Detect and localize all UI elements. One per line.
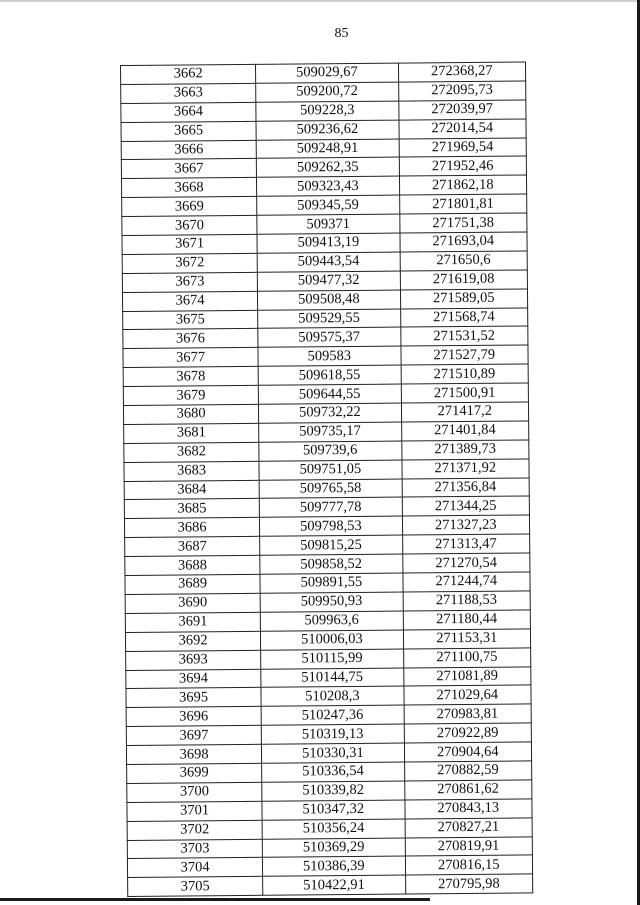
x-coordinate-cell: 510115,99 (261, 649, 404, 669)
point-number-cell: 3698 (126, 744, 261, 764)
x-coordinate-cell: 510339,82 (262, 781, 405, 801)
y-coordinate-cell: 271568,74 (400, 308, 528, 328)
x-coordinate-cell: 509345,59 (257, 195, 400, 215)
y-coordinate-cell: 271180,44 (403, 610, 531, 630)
point-number-cell: 3684 (124, 480, 259, 500)
y-coordinate-cell: 271650,6 (400, 251, 528, 271)
x-coordinate-cell: 509798,53 (260, 516, 403, 536)
y-coordinate-cell: 272368,27 (398, 62, 526, 82)
point-number-cell: 3667 (121, 159, 256, 179)
y-coordinate-cell: 270816,15 (405, 855, 533, 875)
point-number-cell: 3689 (125, 574, 260, 594)
x-coordinate-cell: 509739,6 (259, 441, 402, 461)
x-coordinate-cell: 509029,67 (256, 63, 399, 83)
x-coordinate-cell: 509529,55 (258, 309, 401, 329)
x-coordinate-cell: 509777,78 (259, 498, 402, 518)
point-number-cell: 3663 (121, 83, 256, 103)
x-coordinate-cell: 510006,03 (261, 630, 404, 650)
point-number-cell: 3686 (124, 518, 259, 538)
point-number-cell: 3666 (121, 140, 256, 160)
x-coordinate-cell: 509477,32 (257, 271, 400, 291)
y-coordinate-cell: 270922,89 (404, 723, 532, 743)
y-coordinate-cell: 271500,91 (401, 383, 529, 403)
point-number-cell: 3687 (125, 537, 260, 557)
point-number-cell: 3693 (126, 650, 261, 670)
y-coordinate-cell: 272014,54 (399, 119, 527, 139)
y-coordinate-cell: 271952,46 (399, 156, 527, 176)
x-coordinate-cell: 509248,91 (256, 139, 399, 159)
y-coordinate-cell: 271510,89 (401, 364, 529, 384)
x-coordinate-cell: 509618,55 (258, 365, 401, 385)
x-coordinate-cell: 510386,39 (263, 856, 406, 876)
x-coordinate-cell: 509413,19 (257, 233, 400, 253)
y-coordinate-cell: 271356,84 (402, 478, 530, 498)
x-coordinate-cell: 509228,3 (256, 101, 399, 121)
point-number-cell: 3682 (124, 442, 259, 462)
y-coordinate-cell: 271693,04 (399, 232, 527, 252)
y-coordinate-cell: 271862,18 (399, 175, 527, 195)
point-number-cell: 3683 (124, 461, 259, 481)
x-coordinate-cell: 509732,22 (259, 403, 402, 423)
point-number-cell: 3678 (123, 367, 258, 387)
point-number-cell: 3670 (122, 215, 257, 235)
x-coordinate-cell: 509891,55 (260, 573, 403, 593)
point-number-cell: 3673 (122, 272, 257, 292)
x-coordinate-cell: 510336,54 (262, 762, 405, 782)
y-coordinate-cell: 270983,81 (404, 704, 532, 724)
y-coordinate-cell: 271188,53 (403, 591, 531, 611)
point-number-cell: 3696 (126, 707, 261, 727)
x-coordinate-cell: 509200,72 (256, 82, 399, 102)
x-coordinate-cell: 509236,62 (256, 120, 399, 140)
x-coordinate-cell: 509858,52 (260, 554, 403, 574)
y-coordinate-cell: 270819,91 (405, 836, 533, 856)
y-coordinate-cell: 271619,08 (400, 270, 528, 290)
point-number-cell: 3680 (123, 404, 258, 424)
y-coordinate-cell: 271417,2 (401, 402, 529, 422)
x-coordinate-cell: 509323,43 (257, 176, 400, 196)
y-coordinate-cell: 271153,31 (403, 629, 531, 649)
x-coordinate-cell: 509751,05 (259, 460, 402, 480)
page-number: 85 (334, 26, 349, 41)
y-coordinate-cell: 270882,59 (404, 761, 532, 781)
x-coordinate-cell: 509644,55 (258, 384, 401, 404)
y-coordinate-cell: 271344,25 (402, 496, 530, 516)
y-coordinate-cell: 271327,23 (402, 515, 530, 535)
point-number-cell: 3699 (127, 763, 262, 783)
y-coordinate-cell: 271100,75 (403, 648, 531, 668)
point-number-cell: 3679 (123, 385, 258, 405)
point-number-cell: 3662 (121, 64, 256, 84)
point-number-cell: 3695 (126, 688, 261, 708)
x-coordinate-cell: 510208,3 (261, 686, 404, 706)
point-number-cell: 3692 (125, 631, 260, 651)
x-coordinate-cell: 510356,24 (262, 819, 405, 839)
y-coordinate-cell: 270827,21 (405, 818, 533, 838)
x-coordinate-cell: 509262,35 (256, 158, 399, 178)
scan-top-edge (0, 0, 640, 2)
y-coordinate-cell: 271401,84 (401, 421, 529, 441)
point-number-cell: 3690 (125, 593, 260, 613)
y-coordinate-cell: 270795,98 (405, 874, 533, 894)
point-number-cell: 3691 (125, 612, 260, 632)
coordinates-table-body (121, 62, 533, 897)
point-number-cell: 3704 (127, 858, 262, 878)
y-coordinate-cell: 271389,73 (401, 440, 529, 460)
y-coordinate-cell: 270861,62 (404, 780, 532, 800)
y-coordinate-cell: 270904,64 (404, 742, 532, 762)
x-coordinate-cell: 509815,25 (260, 535, 403, 555)
x-coordinate-cell: 510330,31 (262, 743, 405, 763)
y-coordinate-cell: 271029,64 (403, 685, 531, 705)
y-coordinate-cell: 271969,54 (399, 138, 527, 158)
point-number-cell: 3674 (122, 291, 257, 311)
point-number-cell: 3672 (122, 253, 257, 273)
x-coordinate-cell: 510247,36 (261, 705, 404, 725)
y-coordinate-cell: 271589,05 (400, 289, 528, 309)
point-number-cell: 3694 (126, 669, 261, 689)
y-coordinate-cell: 271244,74 (402, 572, 530, 592)
point-number-cell: 3685 (124, 499, 259, 519)
x-coordinate-cell: 509735,17 (259, 422, 402, 442)
x-coordinate-cell: 509371 (257, 214, 400, 234)
y-coordinate-cell: 271531,52 (400, 326, 528, 346)
point-number-cell: 3665 (121, 121, 256, 141)
x-coordinate-cell: 509765,58 (259, 479, 402, 499)
x-coordinate-cell: 510319,13 (261, 724, 404, 744)
point-number-cell: 3702 (127, 820, 262, 840)
x-coordinate-cell: 510422,91 (263, 875, 406, 895)
x-coordinate-cell: 509950,93 (260, 592, 403, 612)
x-coordinate-cell: 510347,32 (262, 800, 405, 820)
coordinates-table (120, 61, 533, 897)
x-coordinate-cell: 509963,6 (260, 611, 403, 631)
point-number-cell: 3668 (121, 178, 256, 198)
point-number-cell: 3701 (127, 801, 262, 821)
point-number-cell: 3703 (127, 839, 262, 859)
y-coordinate-cell: 271751,38 (399, 213, 527, 233)
y-coordinate-cell: 271801,81 (399, 194, 527, 214)
point-number-cell: 3675 (123, 310, 258, 330)
x-coordinate-cell: 509575,37 (258, 328, 401, 348)
table-row (128, 874, 533, 896)
point-number-cell: 3688 (125, 555, 260, 575)
x-coordinate-cell: 509508,48 (258, 290, 401, 310)
point-number-cell: 3676 (123, 329, 258, 349)
point-number-cell: 3697 (126, 725, 261, 745)
point-number-cell: 3669 (122, 197, 257, 217)
point-number-cell: 3677 (123, 348, 258, 368)
x-coordinate-cell: 509583 (258, 346, 401, 366)
y-coordinate-cell: 271527,79 (400, 345, 528, 365)
x-coordinate-cell: 510144,75 (261, 668, 404, 688)
point-number-cell: 3664 (121, 102, 256, 122)
y-coordinate-cell: 271081,89 (403, 666, 531, 686)
y-coordinate-cell: 272039,97 (398, 100, 526, 120)
point-number-cell: 3705 (128, 877, 263, 897)
y-coordinate-cell: 271313,47 (402, 534, 530, 554)
x-coordinate-cell: 510369,29 (262, 838, 405, 858)
y-coordinate-cell: 271371,92 (401, 459, 529, 479)
scan-bottom-edge (0, 898, 430, 901)
point-number-cell: 3700 (127, 782, 262, 802)
x-coordinate-cell: 509443,54 (257, 252, 400, 272)
point-number-cell: 3671 (122, 234, 257, 254)
y-coordinate-cell: 272095,73 (398, 81, 526, 101)
point-number-cell: 3681 (124, 423, 259, 443)
y-coordinate-cell: 270843,13 (404, 799, 532, 819)
y-coordinate-cell: 271270,54 (402, 553, 530, 573)
